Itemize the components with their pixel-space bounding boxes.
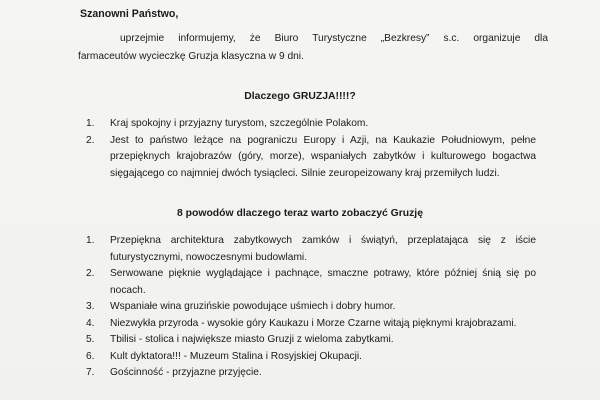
list-item-text: Wspaniałe wina gruzińskie powodujące uśmiech i dobry humor.: [110, 301, 396, 312]
list-item-number: 5.: [86, 334, 95, 345]
section-1-heading: Dlaczego GRUZJA!!!!?: [244, 91, 356, 102]
list-item: [86, 365, 536, 382]
section-2-heading: 8 powodów dlaczego teraz warto zobaczyć Gruzję: [177, 208, 423, 219]
list-item: [86, 133, 536, 183]
list-item-text: Tbilisi - stolica i największe miasto Gruzji z wieloma zabytkami.: [110, 334, 394, 345]
list-item-text: Niezwykła przyroda - wysokie góry Kaukazu i Morze Czarne witają pięknymi krajobrazami.: [110, 317, 517, 329]
intro-line-1: uprzejmie informujemy, że Biuro Turystyczne „Bezkresy” s.c. organizuje dla: [120, 33, 548, 44]
list-item-number: 2.: [86, 134, 95, 146]
list-item-text: Kult dyktatora!!! - Muzeum Stalina i Rosyjskiej Okupacji.: [110, 350, 362, 362]
list-item-number: 2.: [86, 268, 95, 279]
list-item-number: 1.: [86, 235, 95, 246]
list-item-number: 1.: [86, 118, 95, 129]
list-item-number: 7.: [86, 367, 95, 378]
intro-line-2: farmaceutów wycieczkę Gruzja klasyczna w 9 dni.: [78, 51, 304, 62]
list-item: [86, 233, 536, 266]
list-item: [86, 349, 536, 366]
list-item-text: Przepiękna architektura zabytkowych zamków i świątyń, przeplatająca się z iście futurystycznymi, nowoczesnymi budowlami.: [110, 235, 536, 263]
list-item: [86, 316, 536, 333]
section-1-list: [86, 116, 536, 182]
list-item-text: Serwowane pięknie wyglądające i pachnące, smaczne potrawy, które później śnią się po nocach.: [110, 268, 536, 296]
list-item: [86, 332, 536, 349]
list-item-number: 3.: [86, 301, 95, 312]
greeting: Szanowni Państwo,: [80, 8, 179, 20]
list-item: [86, 116, 536, 133]
list-item-text: Jest to państwo leżące na pograniczu Europy i Azji, na Kaukazie Południowym, pełne przepięknych krajobrazów (góry, morze), wspaniałych zabytków i kulturowego bogactwa sięgającego co najmniej dwóch tysiącleci. Silnie zeuropeizowany kraj przemiłych ludzi.: [110, 134, 536, 179]
list-item-number: 6.: [86, 350, 95, 362]
list-item-number: 4.: [86, 317, 95, 329]
list-item-text: Gościnność - przyjazne przyjęcie.: [110, 367, 262, 378]
list-item-text: Kraj spokojny i przyjazny turystom, szczególnie Polakom.: [110, 118, 369, 129]
list-item: [86, 299, 536, 316]
section-2-list: [86, 233, 536, 382]
list-item: [86, 266, 536, 299]
